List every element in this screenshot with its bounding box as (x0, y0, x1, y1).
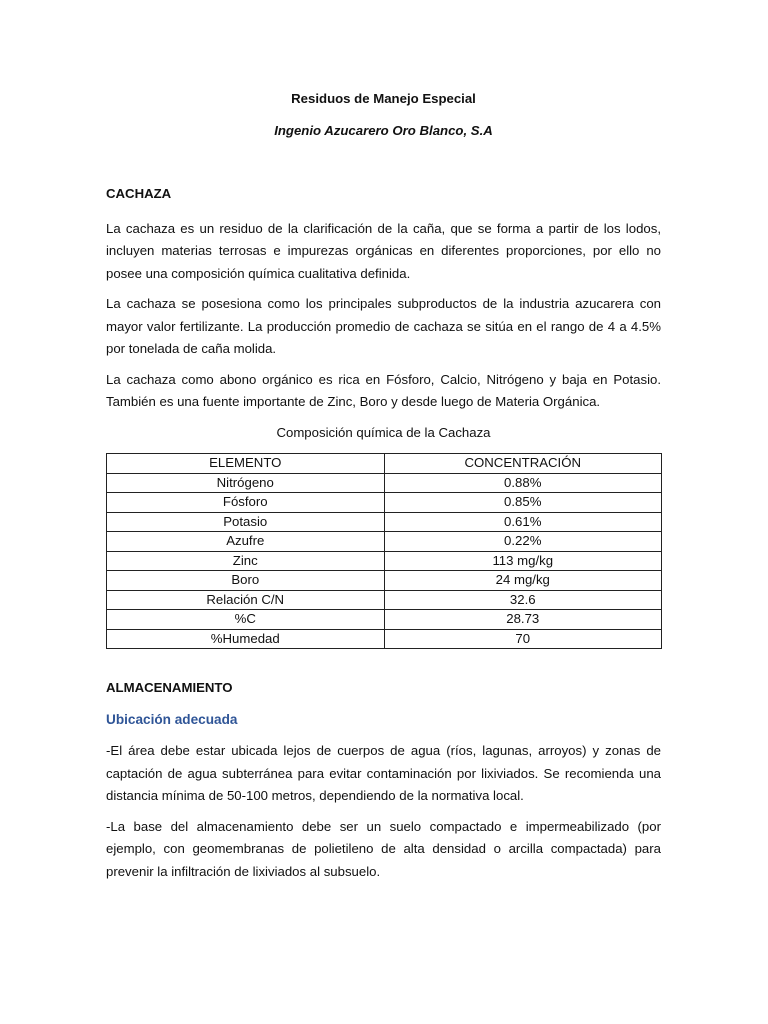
table-cell-element: %C (107, 610, 385, 630)
table-header-element: ELEMENTO (107, 454, 385, 474)
paragraph-cachaza-definition: La cachaza es un residuo de la clarificación de la caña, que se forma a partir de los lodos, incluyen materias terrosas e impurezas orgánicas en diferentes proporciones, por ello no posee una composición química cualitativa definida. (106, 220, 661, 281)
table-cell-element: %Humedad (107, 629, 385, 649)
table-cell-concentration: 0.88% (384, 473, 662, 493)
table-cell-element: Fósforo (107, 493, 385, 513)
document-subtitle: Ingenio Azucarero Oro Blanco, S.A (274, 123, 493, 138)
paragraph-cachaza-production: La cachaza se posesiona como los principales subproductos de la industria azucarera con mayor valor fertilizante. La producción promedio de cachaza se sitúa en el rango de 4 a 4.5% por tonelada de caña molida. (106, 296, 661, 356)
table-cell-concentration: 113 mg/kg (384, 551, 662, 571)
table-cell-element: Azufre (107, 532, 385, 552)
document-title: Residuos de Manejo Especial (291, 91, 476, 106)
paragraph-cachaza-abono: La cachaza como abono orgánico es rica en Fósforo, Calcio, Nitrógeno y baja en Potasio. También es una fuente importante de Zinc, Boro y desde luego de Materia Orgánica. (106, 371, 661, 409)
paragraph-ubicacion-distancia: -El área debe estar ubicada lejos de cuerpos de agua (ríos, lagunas, arroyos) y zonas de captación de agua subterránea para evitar contaminación por lixiviados. Se recomienda una distancia mínima de 50-100 metros, dependiendo de la normativa local. (106, 743, 661, 803)
table-cell-concentration: 0.61% (384, 512, 662, 532)
table-row (107, 590, 662, 610)
section-heading-cachaza: CACHAZA (106, 186, 172, 201)
table-row (107, 512, 662, 532)
table-row (107, 493, 662, 513)
table-header-row (107, 454, 662, 474)
subheading-ubicacion: Ubicación adecuada (106, 711, 238, 727)
table-row (107, 610, 662, 630)
section-heading-almacenamiento: ALMACENAMIENTO (106, 680, 233, 695)
table-row (107, 551, 662, 571)
table-row (107, 532, 662, 552)
table-cell-concentration: 28.73 (384, 610, 662, 630)
table-caption: Composición química de la Cachaza (276, 424, 491, 440)
table-cell-concentration: 70 (384, 629, 662, 649)
composition-table (106, 453, 662, 649)
table-cell-element: Relación C/N (107, 590, 385, 610)
table-cell-element: Nitrógeno (107, 473, 385, 493)
table-cell-element: Potasio (107, 512, 385, 532)
table-cell-concentration: 0.85% (384, 493, 662, 513)
table-cell-concentration: 0.22% (384, 532, 662, 552)
table-cell-concentration: 32.6 (384, 590, 662, 610)
table-row (107, 571, 662, 591)
table-cell-element: Boro (107, 571, 385, 591)
document-body (106, 88, 661, 883)
table-header-concentration: CONCENTRACIÓN (384, 454, 662, 474)
table-cell-element: Zinc (107, 551, 385, 571)
table-cell-concentration: 24 mg/kg (384, 571, 662, 591)
table-row (107, 629, 662, 649)
table-row (107, 473, 662, 493)
paragraph-ubicacion-base: -La base del almacenamiento debe ser un suelo compactado e impermeabilizado (por ejemplo, con geomembranas de polietileno de alta densidad o arcilla compactada) para prevenir la infiltración de lixiviados al subsuelo. (106, 818, 661, 879)
